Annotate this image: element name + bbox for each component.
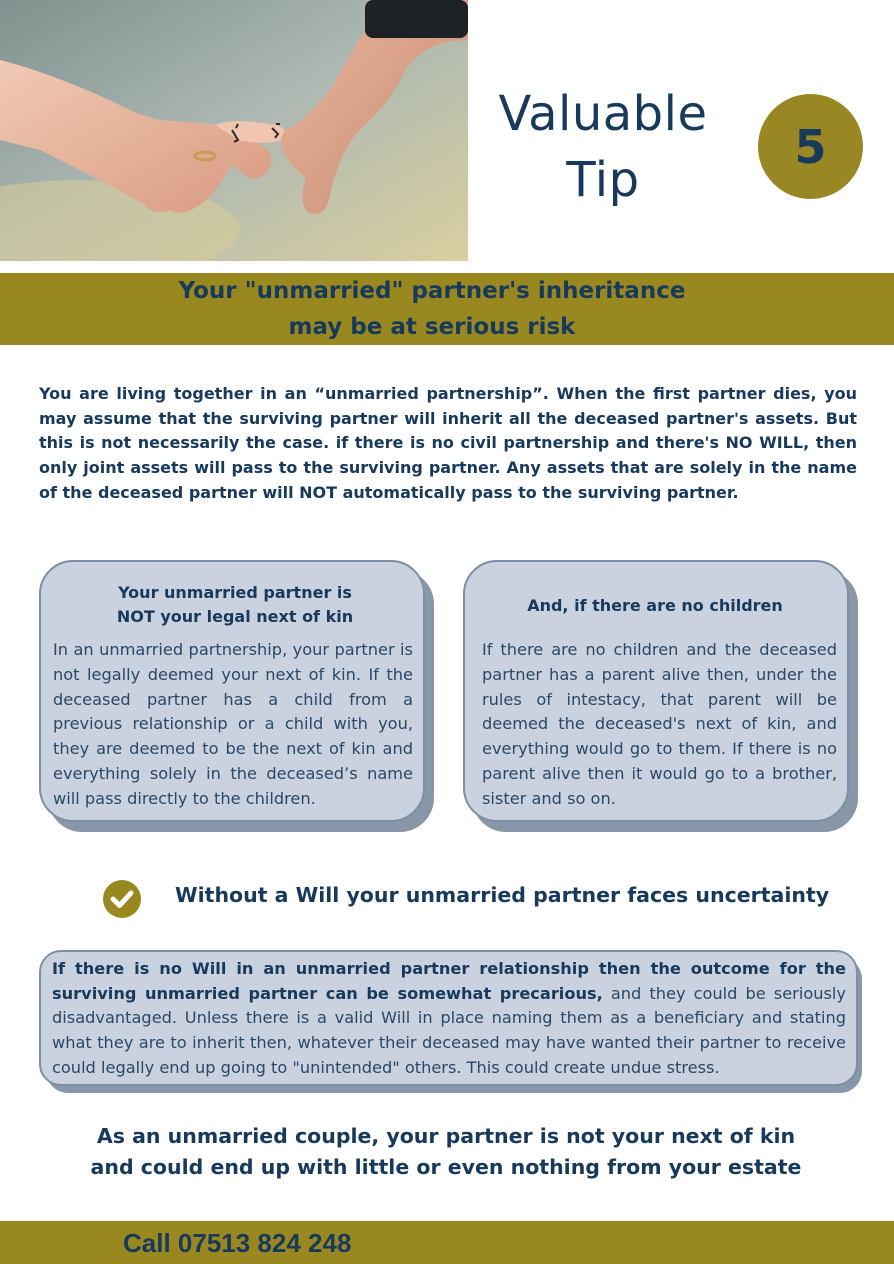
card-next-of-kin-heading-line2: NOT your legal next of kin xyxy=(116,607,354,626)
closing-line1: As an unmarried couple, your partner is not your next of kin xyxy=(96,1124,796,1148)
closing-line2: and could end up with little or even nothing from your estate xyxy=(90,1155,802,1179)
card-no-children-body: If there are no children and the deceased partner has a parent alive then, under the rules of intestacy, that parent will be deemed the deceased's next of kin, and everything would go to them. If there is no parent alive then it would go to a brother, sister and so on. xyxy=(482,640,837,808)
banner-line2: may be at serious risk xyxy=(288,314,576,340)
no-will-normal-text: and they could be seriously disadvantaged. Unless there is a valid Will in place naming them as a beneficiary and stating what they are to inherit then, whatever their deceased may have wanted their partner to receive could legally end up going to "unintended" others. This could create undue stress. xyxy=(52,983,846,1077)
no-will-bold-text: If there is no Will in an unmarried partner relationship then the outcome for the surviving unmarried partner can be somewhat precarious, xyxy=(52,959,846,1003)
uncertainty-heading: Without a Will your unmarried partner faces uncertainty xyxy=(175,883,830,907)
card-no-children-heading: And, if there are no children xyxy=(527,596,783,615)
page-title-line2: Tip xyxy=(566,152,640,208)
hands-pinky-promise-photo xyxy=(0,0,468,261)
hands-photo xyxy=(0,0,468,261)
risk-banner xyxy=(0,273,894,345)
checkmark-icon xyxy=(103,880,141,918)
no-will-text xyxy=(52,957,846,1081)
title-block xyxy=(468,0,894,261)
tip-number-badge: 5 xyxy=(758,94,863,199)
card-next-of-kin-body: In an unmarried partnership, your partner is not legally deemed your next of kin. If the deceased partner has a child from a previous relationship or a child with you, they are deemed to be the next of kin and everything solely in the deceased’s name will pass directly to the children. xyxy=(53,640,413,808)
call-phone-link[interactable]: Call 07513 824 248 xyxy=(123,1228,352,1258)
closing-statement xyxy=(40,1121,852,1183)
card-next-of-kin-heading-line1: Your unmarried partner is xyxy=(118,583,352,602)
card-next-of-kin-heading xyxy=(60,581,410,629)
intro-paragraph: You are living together in an “unmarried partnership”. When the first partner dies, you may assume that the surviving partner will inherit all the deceased partner's assets. But this is not necessarily the case. if there is no civil partnership and there's NO WILL, then only joint assets will pass to the surviving partner. Any assets that are solely in the name of the deceased partner will NOT automatically pass to the surviving partner. xyxy=(39,384,857,502)
banner-line1: Your "unmarried" partner's inheritance xyxy=(178,278,686,304)
page-title-line1: Valuable xyxy=(498,86,708,142)
checkmark-badge xyxy=(103,880,141,918)
